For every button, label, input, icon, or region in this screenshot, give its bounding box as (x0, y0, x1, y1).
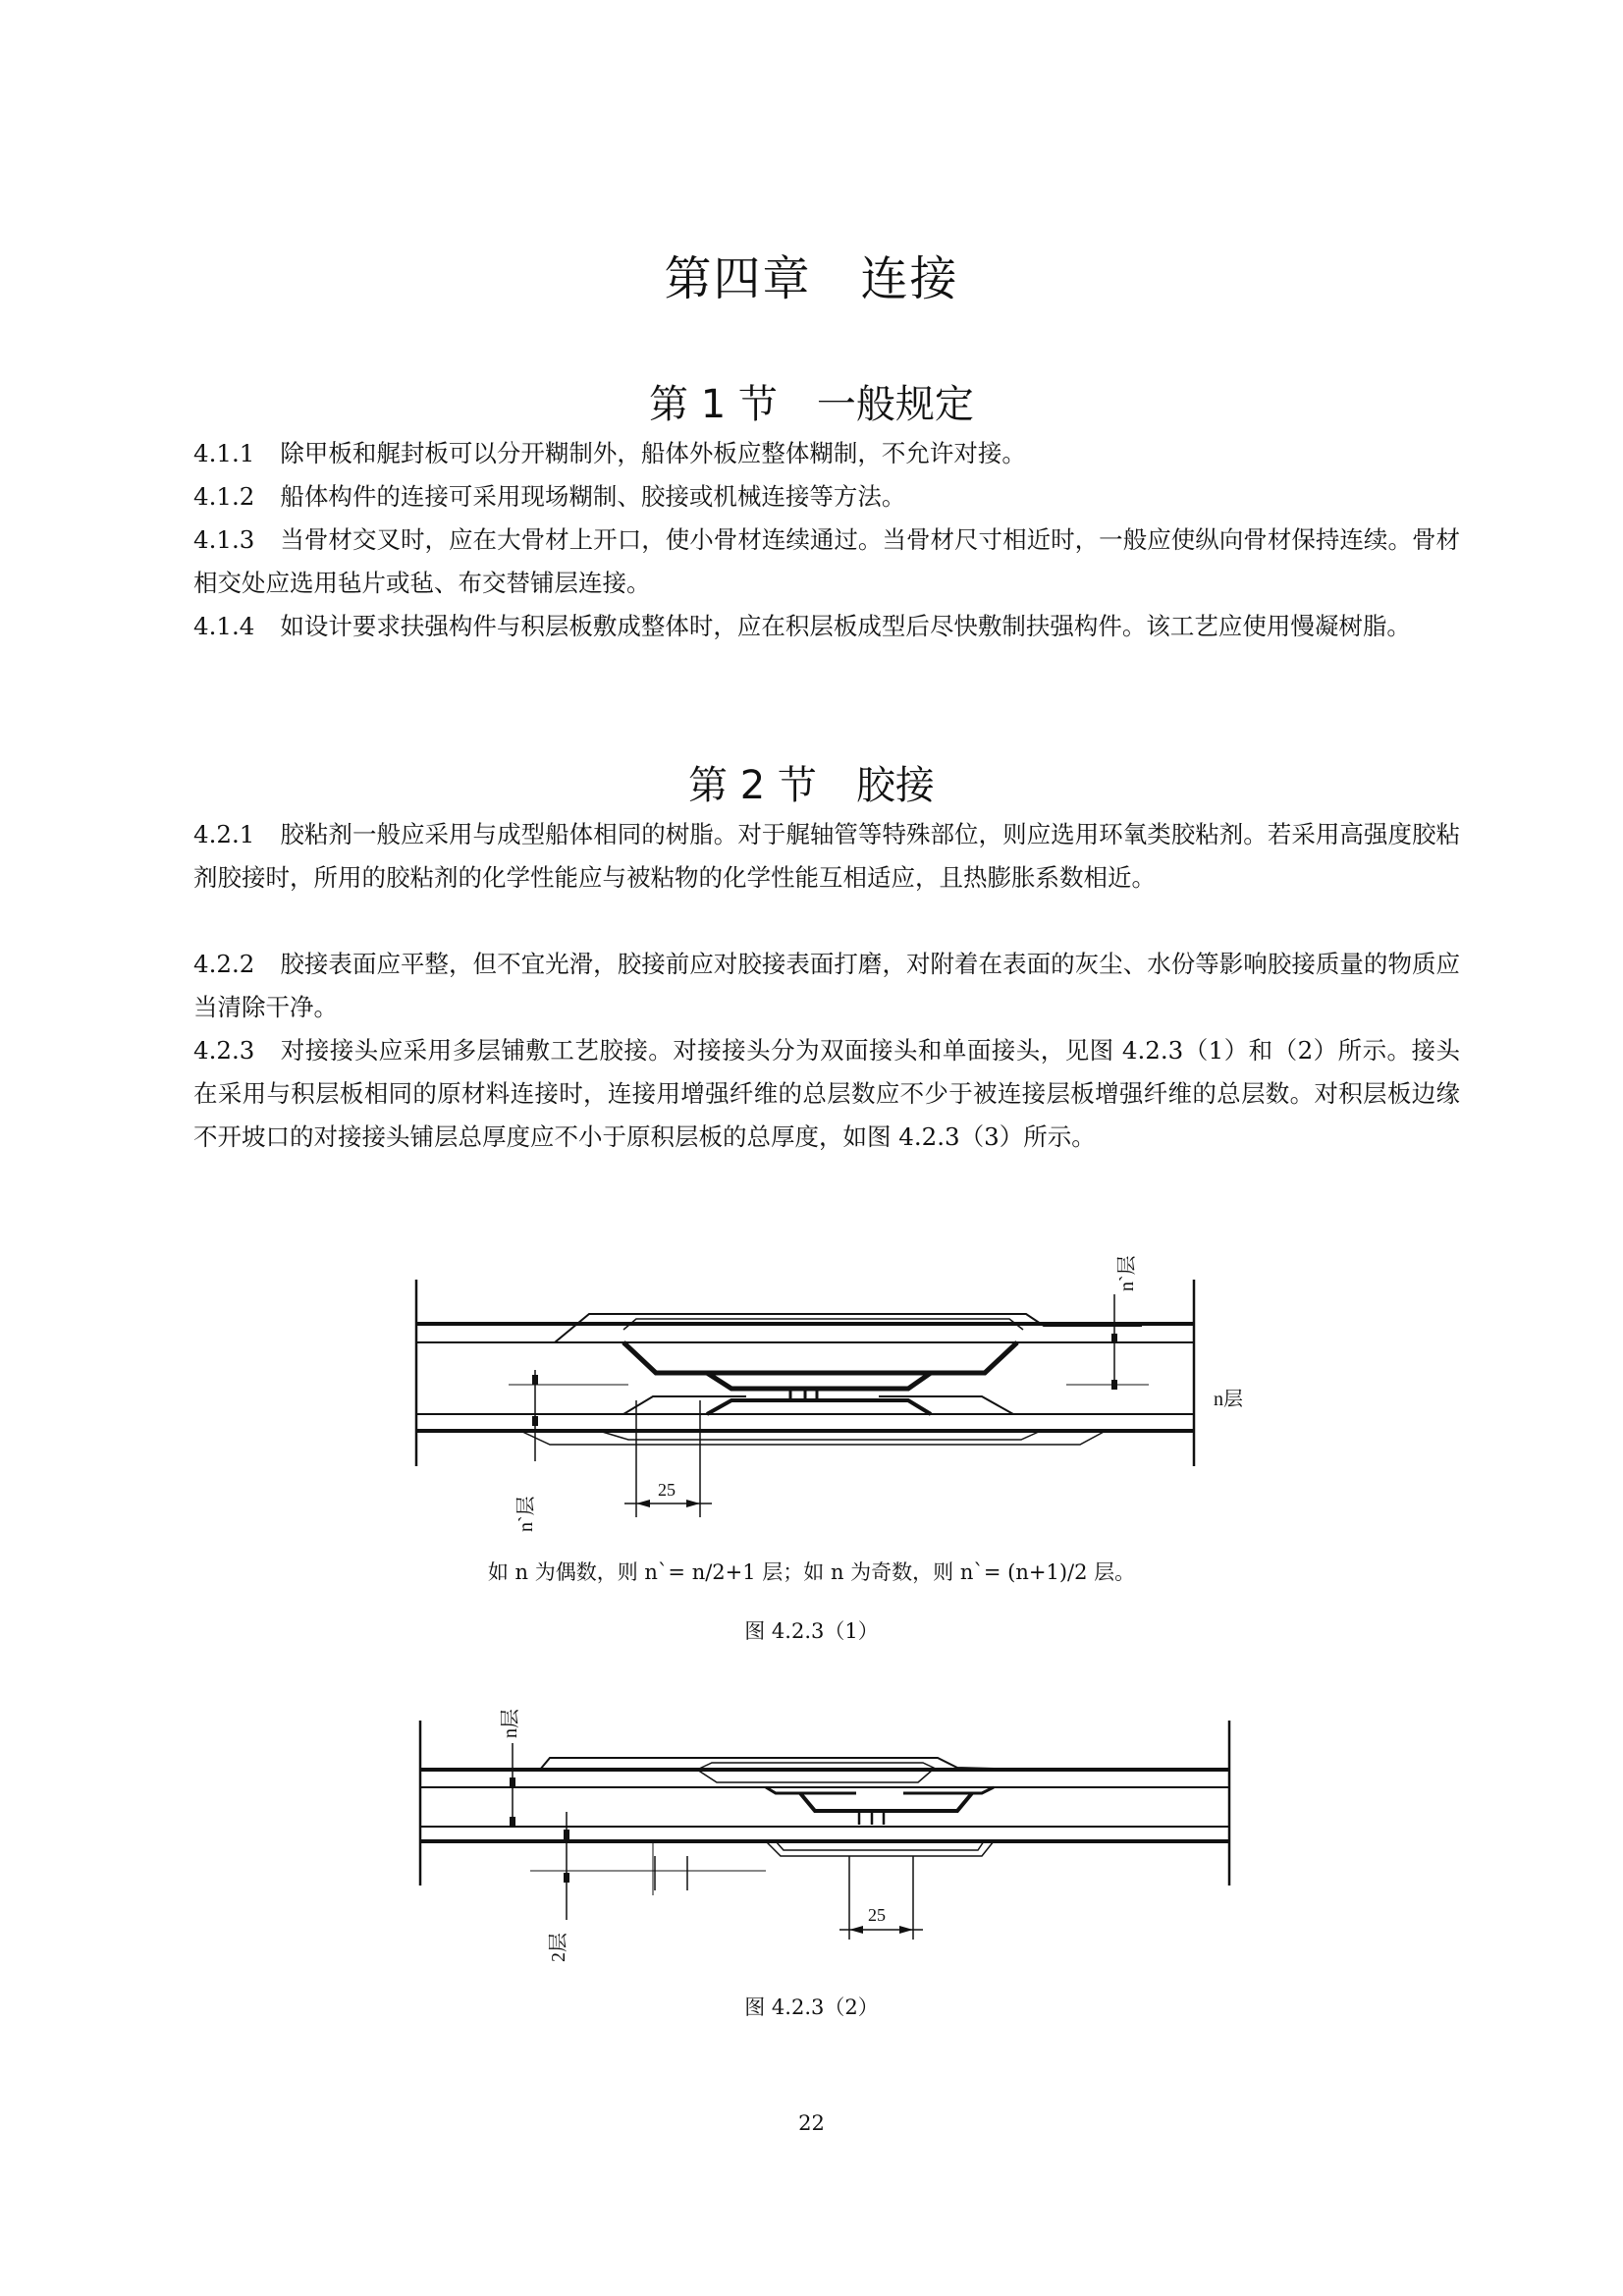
clause-text: 如设计要求扶强构件与积层板敷成整体时，应在积层板成型后尽快敷制扶强构件。该工艺应使用慢凝树脂。 (280, 612, 1411, 640)
page-number: 22 (798, 2111, 825, 2135)
clause-number: 4.2.2 (193, 950, 255, 978)
paragraph-4-1-1 (193, 432, 1460, 475)
figure-double-sided-joint (393, 1208, 1276, 1561)
paragraph-4-2-1 (193, 813, 1460, 900)
clause-text: 胶粘剂一般应采用与成型船体相同的树脂。对于艉轴管等特殊部位，则应选用环氧类胶粘剂。若采用高强度胶粘剂胶接时，所用的胶粘剂的化学性能应与被粘物的化学性能互相适应，且热膨胀系数相近。 (193, 820, 1460, 892)
paragraph-4-2-2 (193, 943, 1460, 1029)
chapter-title: 第四章 连接 (664, 251, 959, 306)
label-bottom-n-prime-layers: n`层 (515, 1496, 537, 1532)
clause-number: 4.1.3 (193, 525, 255, 554)
figure-1-note: 如 n 为偶数，则 n`= n/2+1 层；如 n 为奇数，则 n`= (n+1)/2 层。 (487, 1560, 1136, 1584)
figure-1-caption: 图 4.2.3（1） (744, 1619, 879, 1643)
clause-text: 当骨材交叉时，应在大骨材上开口，使小骨材连续通过。当骨材尺寸相近时，一般应使纵向骨材保持连续。骨材相交处应选用毡片或毡、布交替铺层连接。 (193, 525, 1460, 597)
clause-number: 4.1.1 (193, 439, 255, 467)
figure-single-sided-joint (393, 1669, 1276, 2008)
clause-number: 4.2.1 (193, 820, 255, 848)
label-top-n-prime-layers: n`层 (1116, 1255, 1138, 1291)
clause-text: 胶接表面应平整，但不宜光滑，胶接前应对胶接表面打磨，对附着在表面的灰尘、水份等影响胶接质量的物质应当清除干净。 (193, 950, 1460, 1021)
section-2-title: 第 2 节 胶接 (688, 763, 935, 808)
clause-number: 4.1.4 (193, 612, 255, 640)
label-n-layers: n层 (1214, 1389, 1243, 1410)
paragraph-4-1-3 (193, 519, 1460, 605)
clause-number: 4.2.3 (193, 1036, 255, 1065)
paragraph-4-2-3 (193, 1029, 1460, 1159)
label-2-layers: 2层 (548, 1933, 569, 1962)
clause-number: 4.1.2 (193, 482, 255, 511)
label-n-layers: n层 (500, 1709, 521, 1738)
figure-2-caption: 图 4.2.3（2） (744, 1995, 879, 2019)
section-1-title: 第 1 节 一般规定 (649, 382, 974, 427)
paragraph-4-1-2 (193, 475, 1460, 519)
label-dim-25: 25 (868, 1905, 886, 1925)
clause-text: 除甲板和艉封板可以分开糊制外，船体外板应整体糊制，不允许对接。 (280, 439, 1026, 467)
clause-text: 对接接头应采用多层铺敷工艺胶接。对接接头分为双面接头和单面接头，见图 4.2.3（1）和（2）所示。接头在采用与积层板相同的原材料连接时，连接用增强纤维的总层数应不少于被连接层板增强纤维的总层数。对积层板边缘不开坡口的对接接头铺层总厚度应不小于原积层板的总厚度，如图 4.2.3（3）所示。 (193, 1036, 1460, 1151)
clause-text: 船体构件的连接可采用现场糊制、胶接或机械连接等方法。 (280, 482, 906, 511)
paragraph-4-1-4 (193, 605, 1460, 648)
label-dim-25: 25 (658, 1480, 676, 1500)
